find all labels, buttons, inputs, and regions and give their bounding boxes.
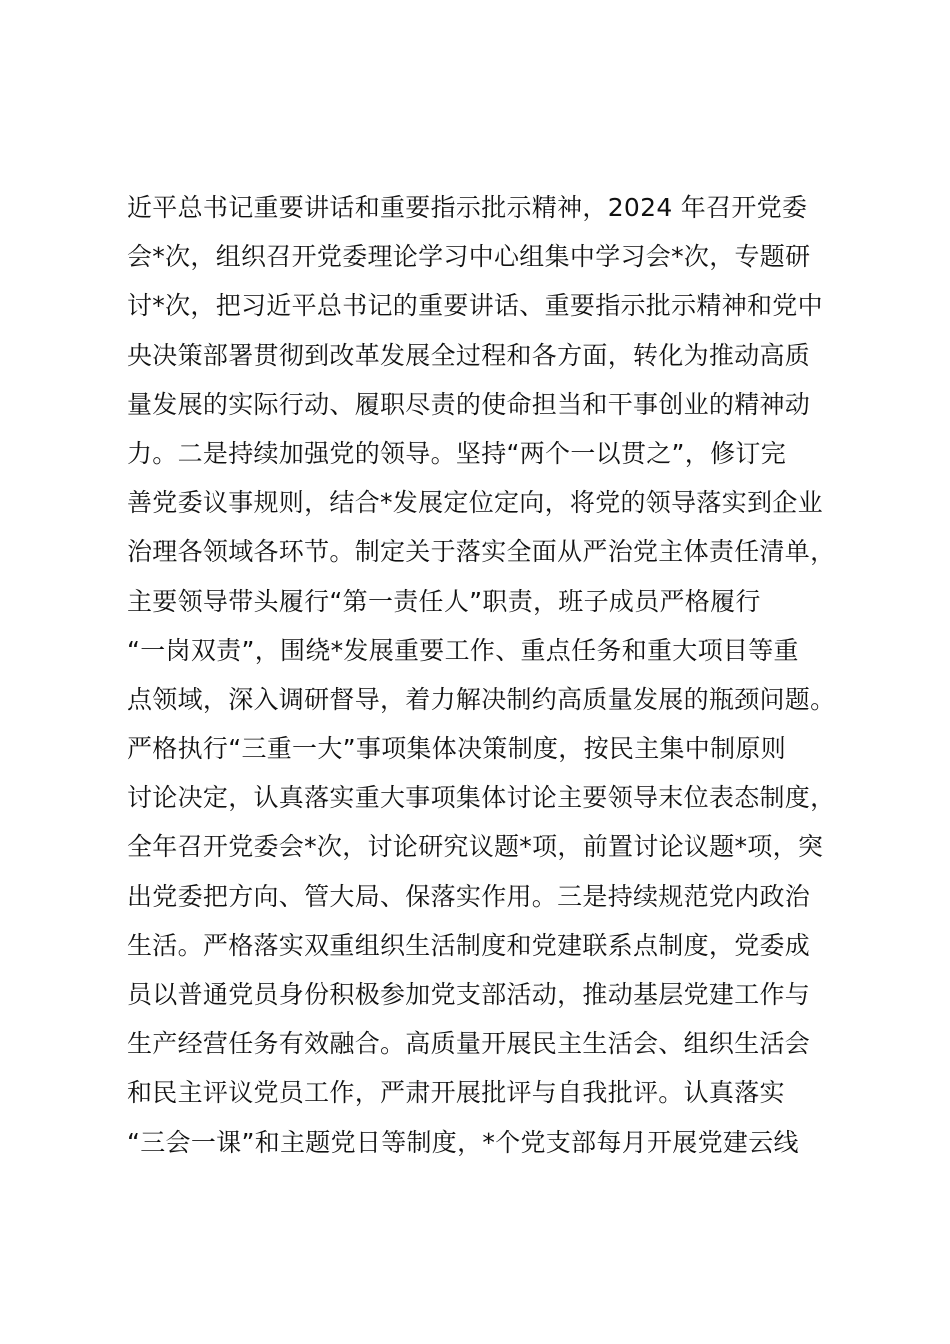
- text-line: 严格执行“三重一大”事项集体决策制度，按民主集中制原则: [127, 734, 787, 764]
- text-line: 生活。严格落实双重组织生活制度和党建联系点制度，党委成: [127, 930, 811, 960]
- text-line: 治理各领域各环节。制定关于落实全面从严治党主体责任清单，: [127, 537, 836, 567]
- text-line: 出党委把方向、管大局、保落实作用。三是持续规范党内政治: [127, 881, 811, 911]
- text-line: 生产经营任务有效融合。高质量开展民主生活会、组织生活会: [127, 1029, 811, 1059]
- text-line: 会*次，组织召开党委理论学习中心组集中学习会*次，专题研: [127, 242, 811, 272]
- text-line: 全年召开党委会*次，讨论研究议题*项，前置讨论议题*项，突: [127, 832, 824, 862]
- text-line: 讨*次，把习近平总书记的重要讲话、重要指示批示精神和党中: [127, 291, 823, 321]
- text-line: “一岗双责”，围绕*发展重要工作、重点任务和重大项目等重: [127, 635, 799, 665]
- body-paragraph: [127, 183, 867, 1167]
- text-line: 量发展的实际行动、履职尽责的使命担当和干事创业的精神动: [127, 389, 811, 419]
- text-line: 力。二是持续加强党的领导。坚持“两个一以贯之”，修订完: [127, 438, 787, 468]
- text-line: 和民主评议党员工作，严肃开展批评与自我批评。认真落实: [127, 1078, 785, 1108]
- text-line: 员以普通党员身份积极参加党支部活动，推动基层党建工作与: [127, 980, 811, 1009]
- text-line: “三会一课”和主题党日等制度，*个党支部每月开展党建云线: [127, 1127, 799, 1157]
- text-line: 央决策部署贯彻到改革发展全过程和各方面，转化为推动高质: [127, 340, 811, 370]
- text-line: 讨论决定，认真落实重大事项集体讨论主要领导末位表态制度，: [127, 783, 836, 813]
- text-line: 善党委议事规则，结合*发展定位定向，将党的领导落实到企业: [127, 488, 823, 518]
- text-line: 点领域，深入调研督导，着力解决制约高质量发展的瓶颈问题。: [127, 684, 836, 714]
- text-line: 主要领导带头履行“第一责任人”职责，班子成员严格履行: [127, 586, 761, 616]
- text-line: 近平总书记重要讲话和重要指示批示精神，2024 年召开党委: [127, 193, 808, 222]
